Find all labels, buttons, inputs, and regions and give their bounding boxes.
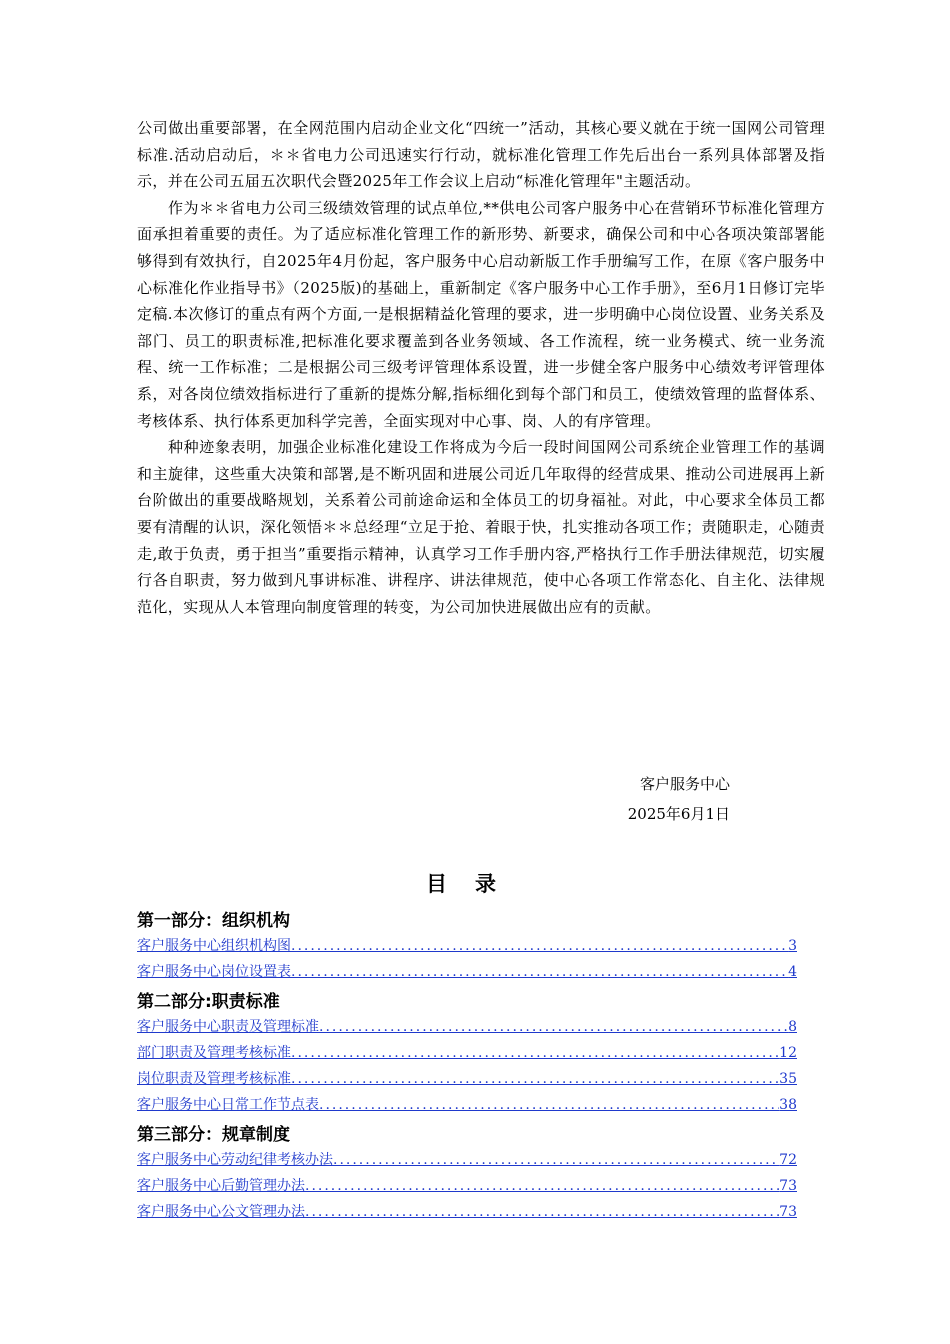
toc-page-number: 73	[779, 1204, 797, 1220]
toc-page-number: 38	[779, 1097, 797, 1113]
toc-entry-link[interactable]	[137, 1175, 797, 1195]
toc-entry-link[interactable]	[137, 1149, 797, 1169]
toc-entry-label: 客户服务中心岗位设置表	[137, 964, 291, 980]
toc-page-number: 8	[788, 1019, 797, 1035]
toc-entry-link[interactable]	[137, 961, 797, 981]
toc-entry-link[interactable]	[137, 1068, 797, 1088]
toc-dot-leader	[291, 1045, 779, 1061]
toc-page-number: 12	[779, 1045, 797, 1061]
toc-page-number: 72	[779, 1152, 797, 1168]
toc-title: 目录	[426, 872, 524, 896]
toc-page-number: 4	[788, 964, 797, 980]
toc-entry-link[interactable]	[137, 1094, 797, 1114]
toc-page-number: 35	[779, 1071, 797, 1087]
toc-entry-label: 客户服务中心后勤管理办法	[137, 1178, 305, 1194]
toc-entry-link[interactable]	[137, 935, 797, 955]
toc-entry-label: 客户服务中心公文管理办法	[137, 1204, 305, 1220]
toc-dot-leader	[333, 1152, 779, 1168]
toc-entry-link[interactable]	[137, 1016, 797, 1036]
toc-part-title: 第一部分：组织机构	[137, 911, 290, 931]
toc-dot-leader	[305, 1204, 779, 1220]
toc-entry-label: 岗位职责及管理考核标准	[137, 1071, 291, 1087]
toc-entry-label: 客户服务中心劳动纪律考核办法	[137, 1152, 333, 1168]
toc-entry-link[interactable]	[137, 1201, 797, 1221]
toc-dot-leader	[305, 1178, 779, 1194]
toc-entry-label: 客户服务中心日常工作节点表	[137, 1097, 319, 1113]
toc-dot-leader	[291, 938, 788, 954]
toc-entry-link[interactable]	[137, 1042, 797, 1062]
toc-entry-label: 部门职责及管理考核标准	[137, 1045, 291, 1061]
toc-entry-label: 客户服务中心组织机构图	[137, 938, 291, 954]
toc-dot-leader	[319, 1097, 779, 1113]
signature-organization: 客户服务中心	[639, 775, 730, 793]
paragraph: 作为＊＊省电力公司三级绩效管理的试点单位,**供电公司客户服务中心在营销环节标准化管理方面承担着重要的责任。为了适应标准化管理工作的新形势、新要求，确保公司和中心各项决策部署能够得到有效执行，自2025年4月份起，客户服务中心启动新版工作手册编写工作，在原《客户服务中心标准化作业指导书》（2025版)的基础上，重新制定《客户服务中心工作手册》，至6月1日修订完毕定稿.本次修订的重点有两个方面,一是根据精益化管理的要求，进一步明确中心岗位设置、业务关系及部门、员工的职责标准,把标准化要求覆盖到各业务领域、各工作流程，统一业务模式、统一业务流程、统一工作标准；二是根据公司三级考评管理体系设置，进一步健全客户服务中心绩效考评管理体系，对各岗位绩效指标进行了重新的提炼分解,指标细化到每个部门和员工，使绩效管理的监督体系、考核体系、执行体系更加科学完善，全面实现对中心事、岗、人的有序管理。	[137, 198, 825, 430]
signature-date: 2025年6月1日	[627, 805, 730, 823]
paragraph: 种种迹象表明，加强企业标准化建设工作将成为今后一段时间国网公司系统企业管理工作的基调和主旋律，这些重大决策和部署,是不断巩固和进展公司近几年取得的经营成果、推动公司进展再上新台阶做出的重要战略规划，关系着公司前途命运和全体员工的切身福祉。对此，中心要求全体员工都要有清醒的认识，深化领悟＊＊总经理“立足于抢、着眼于快，扎实推动各项工作；责随职走，心随责走,敢于负责，勇于担当”重要指示精神，认真学习工作手册内容,严格执行工作手册法律规范，切实履行各自职责，努力做到凡事讲标准、讲程序、讲法律规范，使中心各项工作常态化、自主化、法律规范化，实现从人本管理向制度管理的转变，为公司加快进展做出应有的贡献。	[137, 438, 825, 616]
toc-dot-leader	[291, 1071, 779, 1087]
toc-dot-leader	[319, 1019, 788, 1035]
toc-entry-label: 客户服务中心职责及管理标准	[137, 1019, 319, 1035]
toc-part-title: 第三部分：规章制度	[137, 1125, 290, 1145]
toc-page-number: 3	[788, 938, 797, 954]
toc-dot-leader	[291, 964, 788, 980]
paragraph: 公司做出重要部署，在全网范围内启动企业文化“四统一”活动，其核心要义就在于统一国网公司管理标准.活动启动后，＊＊省电力公司迅速实行行动，就标准化管理工作先后出台一系列具体部署及指示，并在公司五届五次职代会暨2025年工作会议上启动“标准化管理年"主题活动。	[137, 119, 825, 191]
toc-part-title: 第二部分:职责标准	[137, 992, 280, 1012]
body-text	[137, 115, 825, 620]
toc-page-number: 73	[779, 1178, 797, 1194]
